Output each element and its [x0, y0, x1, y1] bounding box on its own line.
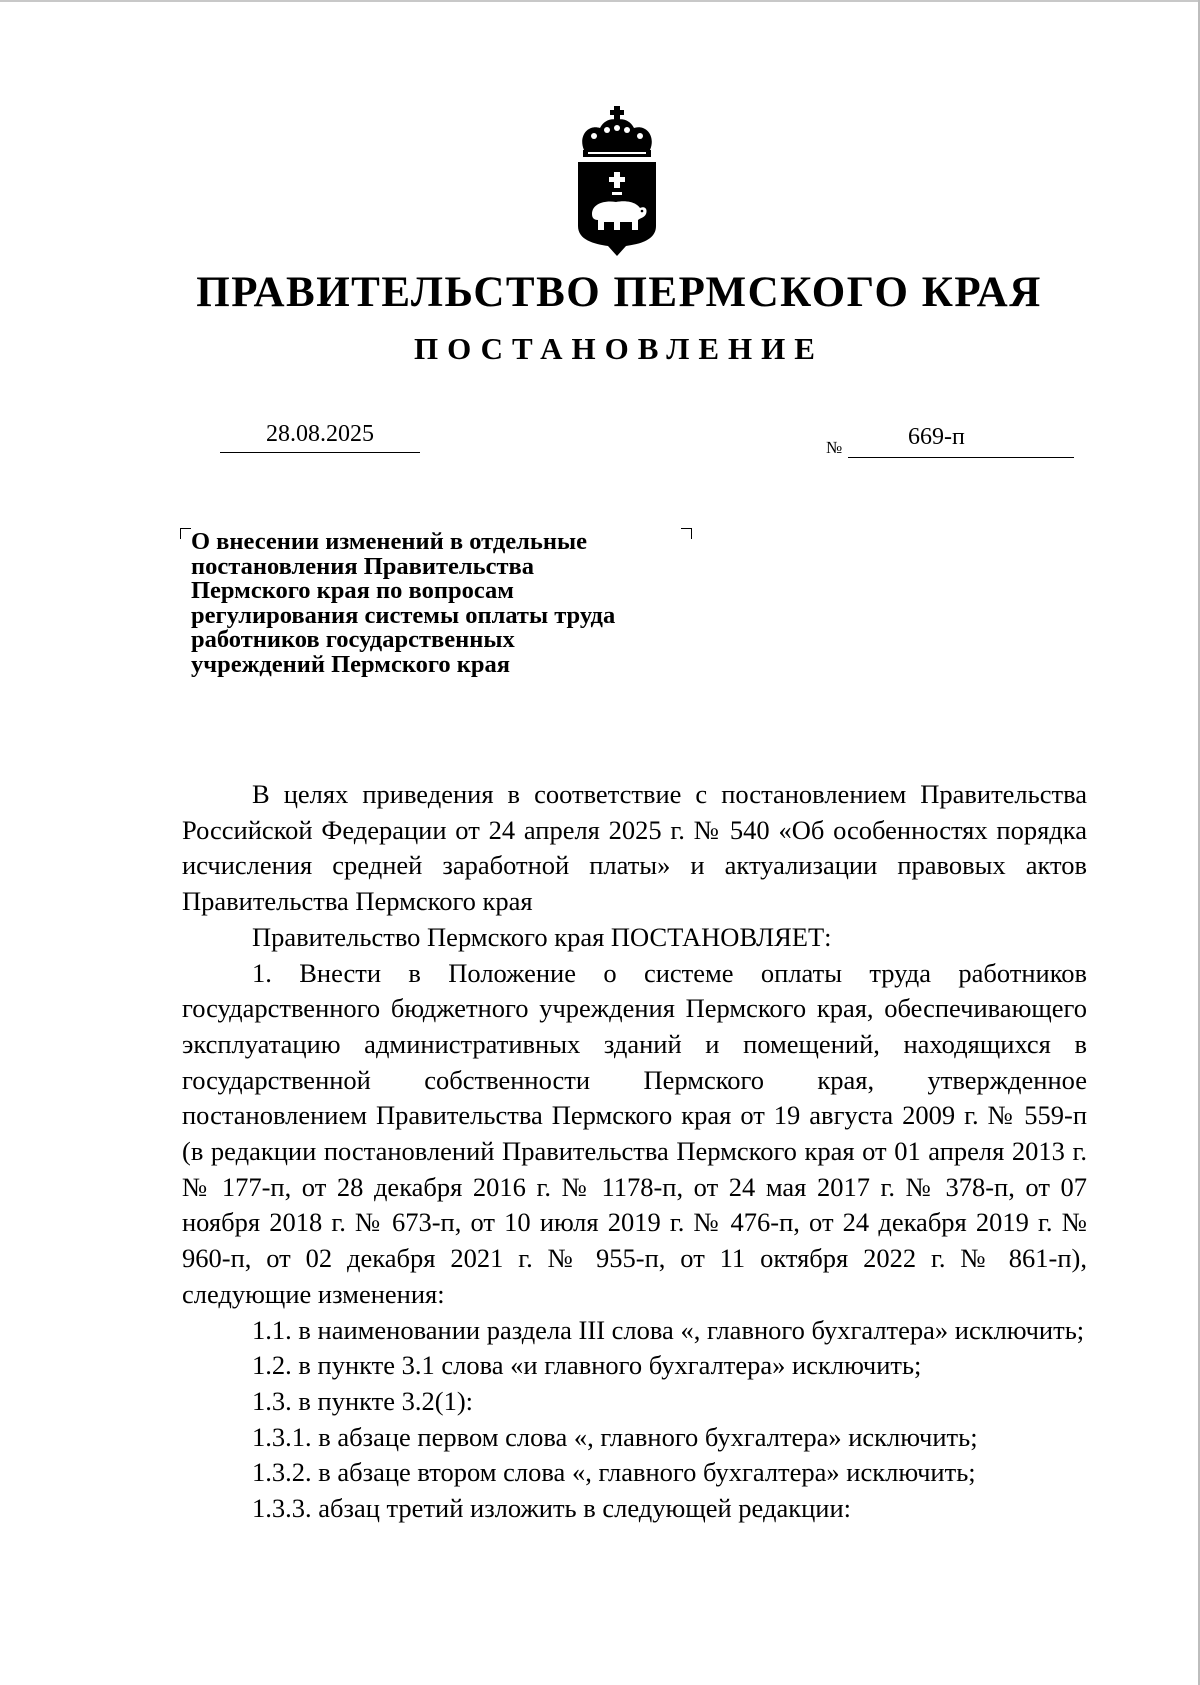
document-body: [182, 777, 1087, 1527]
document-type: ПОСТАНОВЛЕНИЕ: [414, 331, 824, 366]
item-1-3-1-paragraph: 1.3.1. в абзаце первом слова «, главного бухгалтера» исключить;: [252, 1421, 978, 1452]
item-1-3-3-paragraph: 1.3.3. абзац третий изложить в следующей редакции:: [252, 1493, 851, 1524]
subject-corner-top-left: [180, 528, 191, 539]
perm-krai-coat-of-arms-icon: [574, 106, 660, 256]
document-number: 669-п: [908, 424, 965, 450]
scan-border-top: [0, 0, 1200, 2]
item-1-3-paragraph: 1.3. в пункте 3.2(1):: [252, 1385, 474, 1416]
number-sign: №: [826, 438, 843, 457]
date-field: [220, 420, 420, 453]
organization-title: ПРАВИТЕЛЬСТВО ПЕРМСКОГО КРАЯ: [196, 269, 1042, 316]
subject-line: О внесении изменений в отдельные: [191, 528, 587, 555]
resolves-paragraph: Правительство Пермского края ПОСТАНОВЛЯЕТ:: [252, 921, 832, 952]
preamble-paragraph: В целях приведения в соответствие с постановлением Правительства Российской Федерации от 24 апреля 2025 г. № 540 «Об особенностях порядка исчисления средней заработной платы» и актуализации правовых актов Правительства Пермского края: [182, 779, 1087, 917]
subject-line: постановления Правительства: [191, 552, 534, 580]
number-field: [826, 421, 1050, 461]
subject-line: регулирования системы оплаты труда: [191, 601, 616, 629]
subject-line: работников государственных: [191, 626, 515, 653]
item-1-3-2-paragraph: 1.3.2. в абзаце втором слова «, главного бухгалтера» исключить;: [252, 1457, 976, 1488]
document-date: 28.08.2025: [220, 420, 420, 453]
subject-line: Пермского края по вопросам: [191, 577, 514, 604]
subject-block: [191, 530, 711, 677]
number-underline: [848, 457, 1074, 458]
item-1-1-paragraph: 1.1. в наименовании раздела III слова «, главного бухгалтера» исключить;: [252, 1314, 1085, 1345]
subject-line: учреждений Пермского края: [191, 650, 511, 678]
item-1-2-paragraph: 1.2. в пункте 3.1 слова «и главного бухгалтера» исключить;: [252, 1350, 922, 1381]
item-1-paragraph: 1. Внести в Положение о системе оплаты труда работников государственного бюджетного учреждения Пермского края, обеспечивающего эксплуатацию административных зданий и помещений, находящихся в государственной собственности Пермского края, утвержденное постановлением Правительства Пермского края от 19 августа 2009 г. № 559-п (в редакции постановлений Правительства Пермского края от 01 апреля 2013 г. № 177-п, от 28 декабря 2016 г. № 1178-п, от 24 мая 2017 г. № 378-п, от 07 ноября 2018 г. № 673-п, от 10 июля 2019 г. № 476-п, от 24 декабря 2019 г. № 960-п, от 02 декабря 2021 г. № 955-п, от 11 октября 2022 г. № 861-п), следующие изменения:: [182, 957, 1087, 1309]
